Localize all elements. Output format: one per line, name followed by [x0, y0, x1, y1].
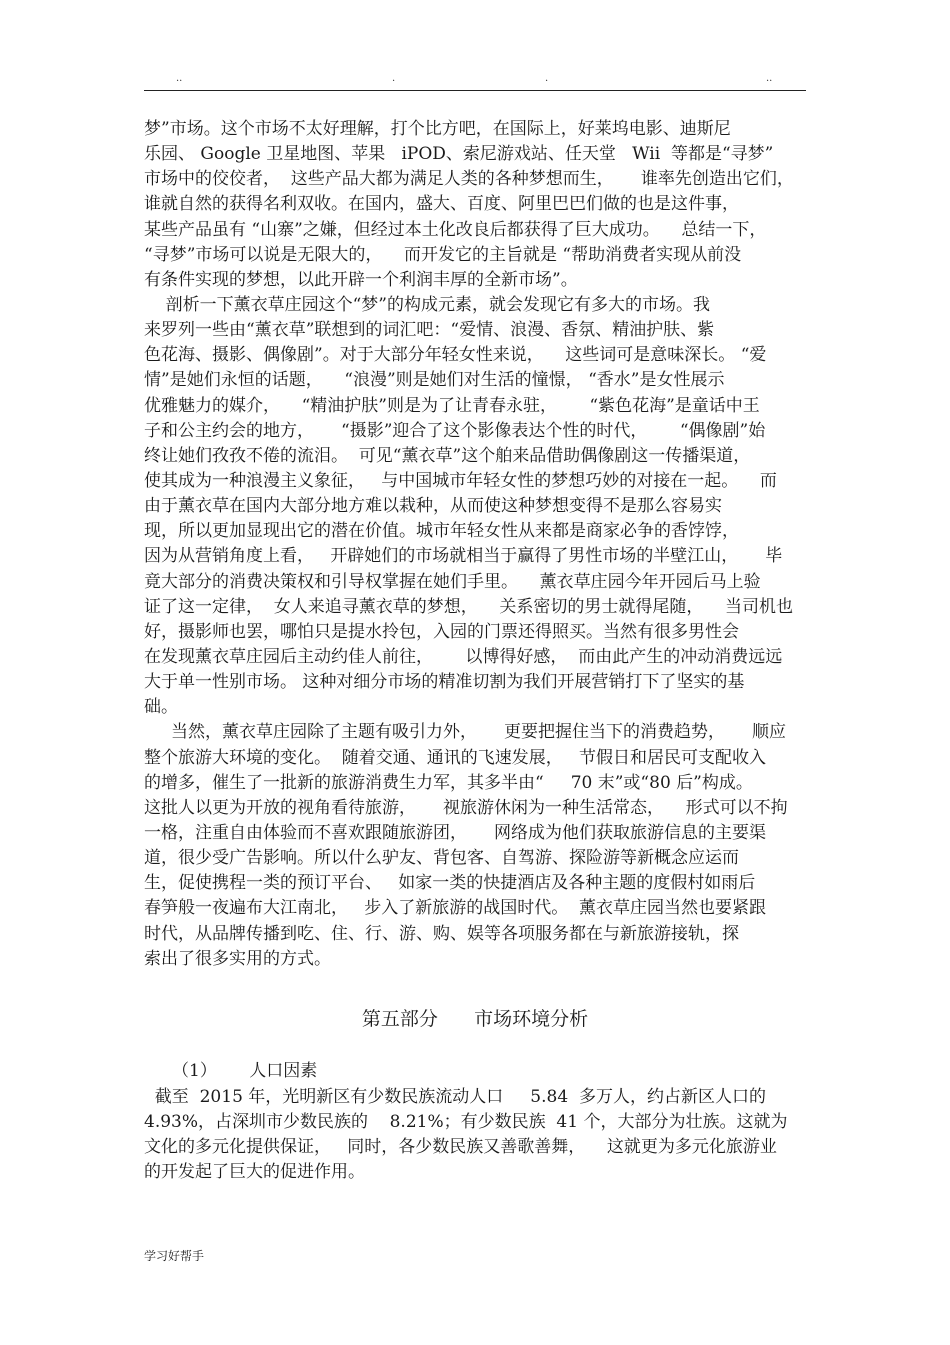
text-line: 某些产品虽有 “山寨”之嫌，但经过本土化改良后都获得了巨大成功。 总结一下， — [144, 219, 767, 240]
text-line: 情”是她们永恒的话题， “浪漫”则是她们对生活的憧憬， “香水”是女性展示 — [144, 370, 725, 391]
text-line: 子和公主约会的地方， “摄影”迎合了这个影像表达个性的时代， “偶像剧”始 — [144, 420, 766, 441]
text-line: 这批人以更为开放的视角看待旅游， 视旅游休闲为一种生活常态， 形式可以不拘 — [144, 797, 788, 818]
text-line: 梦”市场。这个市场不太好理解，打个比方吧，在国际上，好莱坞电影、迪斯尼 — [144, 119, 731, 139]
text-line: 道，很少受广告影响。所以什么驴友、背包客、自驾游、探险游等新概念应运而 — [144, 848, 739, 869]
header-divider — [144, 90, 806, 91]
text-line: “寻梦”市场可以说是无限大的， 而开发它的主旨就是 “帮助消费者实现从前没 — [144, 244, 742, 265]
text-line: 截至 2015 年，光明新区有少数民族流动人口 5.84 多万人，约占新区人口的 — [144, 1087, 766, 1107]
footer-text: 学习好帮手 — [144, 1249, 205, 1263]
text-line: 优雅魅力的媒介， “精油护肤”则是为了让青春永驻， “紫色花海”是童话中王 — [144, 395, 760, 416]
text-line: 4.93%，占深圳市少数民族的 8.21%；有少数民族 41 个，大部分为壮族。这就为 — [144, 1112, 788, 1133]
text-line: 时代，从品牌传播到吃、住、行、游、购、娱等各项服务都在与新旅游接轨，探 — [144, 923, 739, 944]
header-dot: . — [392, 73, 396, 84]
text-line: 一格，注重自由体验而不喜欢跟随旅游团， 网络成为他们获取旅游信息的主要渠 — [144, 822, 767, 843]
text-line: 大于单一性别市场。 这种对细分市场的精准切割为我们开展营销打下了坚实的基 — [144, 672, 745, 693]
text-line: 文化的多元化提供保证， 同时，各少数民族又善歌善舞， 这就更为多元化旅游业 — [144, 1137, 777, 1158]
text-line: 乐园、 Google 卫星地图、苹果 iPOD、索尼游戏站、任天堂 Wii 等都是“寻梦” — [144, 144, 774, 165]
text-line: 剖析一下薰衣草庄园这个“梦”的构成元素，就会发现它有多大的市场。我 — [144, 294, 710, 315]
text-line: 有条件实现的梦想，以此开辟一个利润丰厚的全新市场”。 — [144, 269, 578, 290]
header-dot: . — [545, 73, 549, 84]
text-line: 使其成为一种浪漫主义象征， 与中国城市年轻女性的梦想巧妙的对接在一起。 而 — [144, 470, 777, 491]
subheading: （1） 人口因素 — [172, 1061, 318, 1081]
text-line: 的增多，催生了一批新的旅游消费生力军，其多半由“ 70 末”或“80 后”构成。 — [144, 772, 753, 793]
text-line: 的开发起了巨大的促进作用。 — [144, 1162, 365, 1183]
text-line: 因为从营销角度上看， 开辟她们的市场就相当于赢得了男性市场的半壁江山， 毕 — [144, 546, 783, 567]
text-line: 竟大部分的消费决策权和引导权掌握在她们手里。 薰衣草庄园今年开园后马上验 — [144, 571, 761, 592]
body-text-block-2 — [144, 1085, 808, 1186]
text-line: 现，所以更加显现出它的潜在价值。城市年轻女性从来都是商家必争的香饽饽， — [144, 521, 739, 542]
text-line: 来罗列一些由“薰衣草”联想到的词汇吧：“爱情、浪漫、香氛、精油护肤、紫 — [144, 320, 715, 341]
body-text-block — [144, 117, 808, 972]
text-line: 础。 — [144, 697, 178, 718]
header-dot: .. — [176, 73, 183, 84]
text-line: 谁就自然的获得名利双收。在国内，盛大、百度、阿里巴巴们做的也是这件事， — [144, 194, 739, 215]
text-line: 春笋般一夜遍布大江南北， 步入了新旅游的战国时代。 薰衣草庄园当然也要紧跟 — [144, 898, 767, 919]
text-line: 整个旅游大环境的变化。 随着交通、通讯的飞速发展， 节假日和居民可支配收入 — [144, 747, 767, 768]
text-line: 在发现薰衣草庄园后主动约佳人前往， 以博得好感， 而由此产生的冲动消费远远 — [144, 646, 783, 667]
text-line: 生，促使携程一类的预订平台、 如家一类的快捷酒店及各种主题的度假村如雨后 — [144, 873, 756, 894]
text-line: 证了这一定律， 女人来追寻薰衣草的梦想， 关系密切的男士就得尾随， 当司机也 — [144, 596, 794, 617]
text-line: 好，摄影师也罢，哪怕只是提水拎包，入园的门票还得照买。当然有很多男性会 — [144, 621, 739, 642]
text-line: 由于薰衣草在国内大部分地方难以栽种，从而使这种梦想变得不是那么容易实 — [144, 496, 722, 517]
header-dot: .. — [766, 73, 773, 84]
text-line: 终让她们孜孜不倦的流泪。 可见“薰衣草”这个舶来品借助偶像剧这一传播渠道， — [144, 445, 751, 466]
text-line: 市场中的佼佼者， 这些产品大都为满足人类的各种梦想而生， 谁率先创造出它们， — [144, 169, 794, 190]
text-line: 索出了很多实用的方式。 — [144, 948, 331, 969]
text-line: 当然，薰衣草庄园除了主题有吸引力外， 更要把握住当下的消费趋势， 顺应 — [144, 722, 787, 743]
section-title: 第五部分 市场环境分析 — [361, 1008, 589, 1030]
text-line: 色花海、摄影、偶像剧”。对于大部分年轻女性来说， 这些词可是意味深长。 “爱 — [144, 345, 767, 366]
